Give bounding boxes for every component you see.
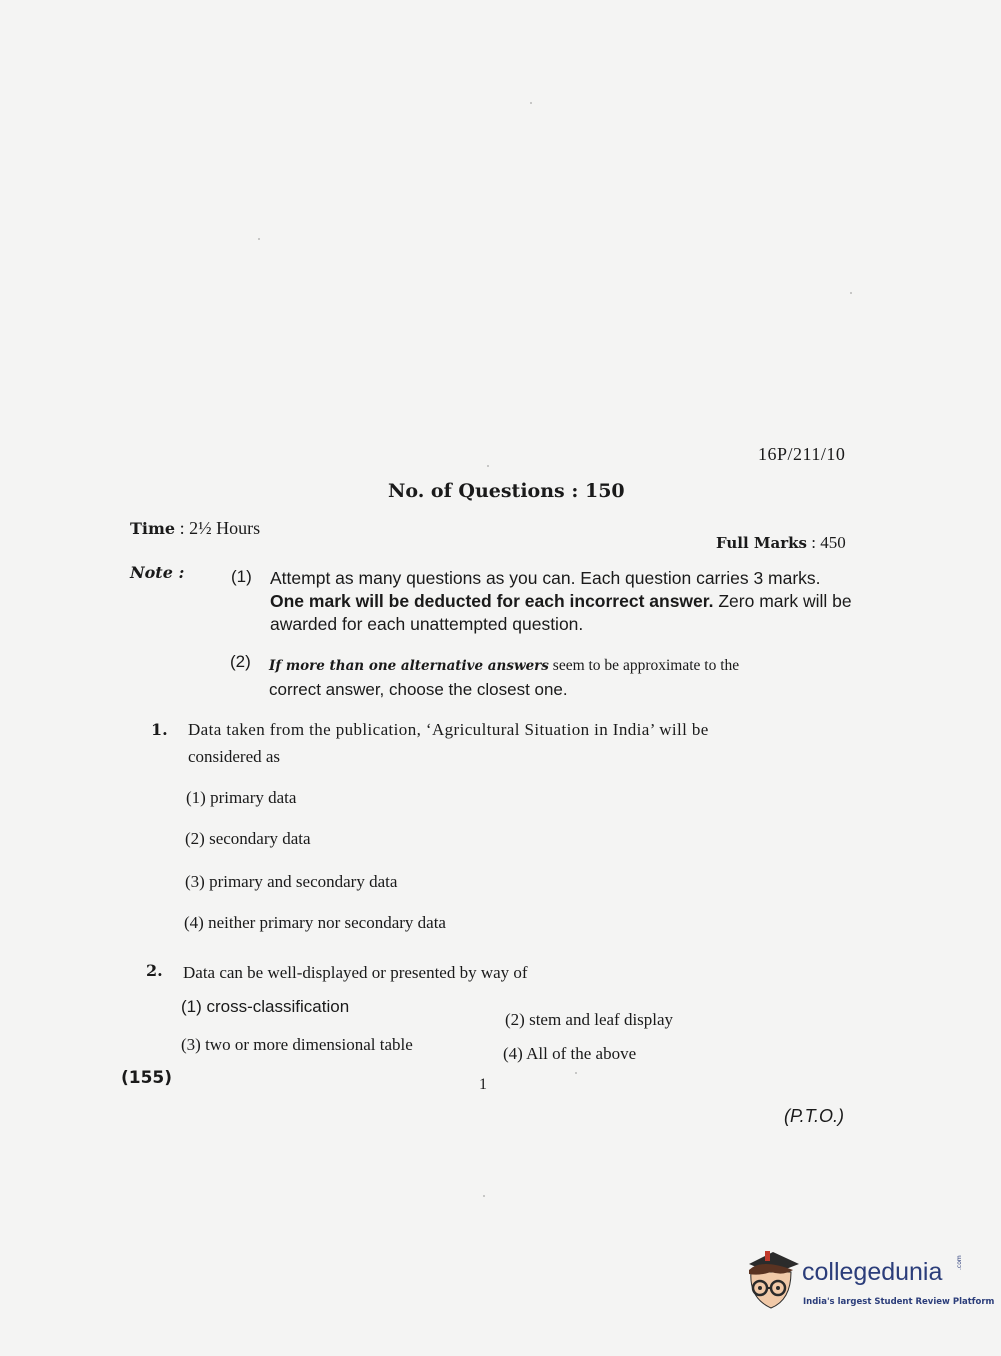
- question-1-number: 1.: [151, 720, 168, 739]
- marks-label: Full Marks: [716, 534, 807, 552]
- question-2-number: 2.: [146, 961, 163, 980]
- question-1-text-line-2: considered as: [188, 747, 281, 766]
- scan-speck: [258, 238, 260, 240]
- full-marks: [716, 533, 846, 553]
- marks-value: : 450: [811, 533, 846, 552]
- note-1-penalty: One mark will be deducted for each incorrect answer.: [270, 591, 714, 611]
- time-value: : 2½ Hours: [179, 518, 261, 538]
- scan-speck: [850, 292, 852, 294]
- note-1-text: [270, 567, 860, 636]
- question-1-option-4[interactable]: (4) neither primary nor secondary data: [184, 913, 446, 932]
- note-2-emphasis: If more than one alternative answers: [269, 658, 549, 674]
- page-code: (155): [121, 1068, 173, 1088]
- question-2-option-4[interactable]: (4) All of the above: [503, 1044, 637, 1063]
- note-1-line-2-rest: Zero mark will be: [713, 591, 852, 611]
- scan-speck: [487, 465, 489, 467]
- pto-label: (P.T.O.): [784, 1106, 845, 1126]
- note-2-line-2: correct answer, choose the closest one.: [269, 680, 568, 699]
- page-title: No. of Questions : 150: [388, 480, 625, 502]
- time-allowed: [130, 518, 260, 539]
- question-2-option-2[interactable]: (2) stem and leaf display: [505, 1010, 674, 1029]
- note-2-line-1: [269, 654, 859, 678]
- brand-dotcom: .com: [956, 1255, 963, 1270]
- question-1-text-line-1: Data taken from the publication, ‘Agricultural Situation in India’ will be: [188, 720, 709, 739]
- note-1-line-3: awarded for each unattempted question.: [270, 614, 584, 634]
- question-2-text-line-1: Data can be well-displayed or presented by way of: [183, 963, 528, 982]
- brand-name: collegedunia: [802, 1258, 943, 1286]
- note-2-text: [269, 654, 859, 701]
- note-1-line-2: [270, 590, 860, 613]
- page-number: 1: [479, 1076, 487, 1093]
- note-2-number: (2): [230, 652, 251, 671]
- brand-tagline: India's largest Student Review Platform: [803, 1297, 995, 1307]
- question-1-option-1[interactable]: (1) primary data: [186, 788, 297, 807]
- note-label: Note :: [130, 563, 185, 582]
- note-1-number: (1): [231, 567, 252, 586]
- time-label: Time: [130, 519, 176, 538]
- question-1-option-2[interactable]: (2) secondary data: [185, 829, 311, 848]
- question-1-option-3[interactable]: (3) primary and secondary data: [185, 872, 398, 891]
- scan-speck: [530, 102, 532, 104]
- note-1-line-1: Attempt as many questions as you can. Each question carries 3 marks.: [270, 568, 821, 588]
- scan-speck: [483, 1195, 485, 1197]
- question-2-option-1[interactable]: (1) cross-classification: [181, 997, 350, 1016]
- note-2-line-1-rest: seem to be approximate to the: [548, 657, 740, 674]
- mascot-icon: [743, 1250, 801, 1312]
- question-2-option-3[interactable]: (3) two or more dimensional table: [181, 1035, 413, 1054]
- scan-speck: [575, 1072, 577, 1074]
- paper-code: 16P/211/10: [758, 444, 846, 464]
